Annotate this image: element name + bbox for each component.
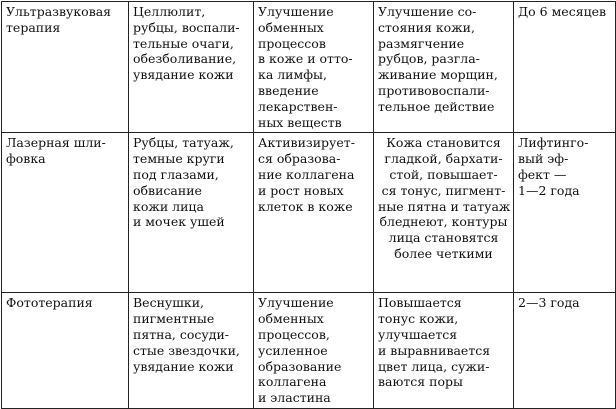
cell-text-line: Улучшение со-: [378, 4, 477, 19]
result-cell: [374, 2, 514, 133]
cell-text-line: гладкой, бархати-: [384, 151, 503, 167]
cell-text-line: усиленное: [258, 342, 328, 358]
cell-text-line: обменных: [258, 311, 324, 327]
cell-text-line: кожи лица: [133, 198, 204, 214]
procedure-cell: [2, 293, 129, 409]
cell-text-line: Улучшение: [258, 4, 334, 19]
cell-text-line: ваются поры: [378, 374, 463, 390]
mechanism-cell: [254, 2, 374, 133]
cell-text-line: тельное действие: [378, 98, 495, 114]
cell-text-line: увядание кожи: [133, 67, 234, 83]
cell-text-line: До 6 месяцев: [518, 4, 607, 19]
cell-text-line: ся образова-: [258, 151, 341, 167]
cell-text-line: Активизирует-: [258, 135, 355, 151]
treatment-table: [1, 1, 616, 409]
cell-text-line: и выравнивается: [378, 342, 491, 358]
cell-text-line: Кожа становится: [386, 135, 501, 151]
cell-text-line: Лазерная шли-: [6, 135, 106, 151]
mechanism-cell: [254, 133, 374, 293]
indications-cell: [129, 293, 254, 409]
cell-text-line: Веснушки,: [133, 295, 205, 311]
cell-text-line: тельные очаги,: [133, 35, 234, 51]
cell-text-line: образование: [258, 358, 342, 374]
cell-text-line: размягчение: [378, 35, 465, 51]
cell-text-line: под глазами,: [133, 166, 219, 182]
cell-text-line: пятна, сосуди-: [133, 326, 229, 342]
cell-text-line: ся тонус, пигмент-: [381, 182, 506, 198]
cell-text-line: клеток в коже: [258, 198, 353, 214]
cell-text-line: обвисание: [133, 182, 202, 198]
procedure-cell: [2, 2, 129, 133]
cell-text-line: ка лимфы,: [258, 67, 327, 83]
cell-text-line: введение: [258, 82, 319, 98]
cell-text-line: терапия: [6, 19, 61, 35]
cell-text-line: коллагена: [258, 374, 327, 390]
cell-text-line: Целлюлит,: [133, 4, 206, 19]
cell-text-line: фовка: [6, 151, 46, 167]
cell-text-line: более четкими: [394, 245, 493, 261]
cell-text-line: Ультразвуковая: [6, 4, 112, 19]
cell-text-line: цвет лица, сужи-: [378, 358, 490, 374]
cell-text-line: Улучшение: [258, 295, 334, 311]
cell-text-line: вый эф-: [518, 151, 569, 167]
indications-cell: [129, 133, 254, 293]
duration-cell: [514, 133, 616, 293]
cell-text-line: ние коллагена: [258, 166, 355, 182]
table-body: [2, 2, 616, 409]
cell-text-line: рубцы, воспали-: [133, 19, 240, 35]
cell-text-line: ных веществ: [258, 114, 342, 130]
cell-text-line: стой, повышает-: [389, 166, 498, 182]
cell-text-line: лица становятся: [388, 230, 499, 246]
cell-text-line: 2—3 года: [518, 295, 580, 311]
cell-text-line: противовоспали-: [378, 82, 490, 98]
cell-text-line: стояния кожи,: [378, 19, 475, 35]
table-row: [2, 2, 616, 133]
cell-text-line: обменных: [258, 19, 324, 35]
cell-text-line: процессов: [258, 35, 326, 51]
cell-text-line: улучшается: [378, 326, 458, 342]
cell-text-line: Рубцы, татуаж,: [133, 135, 234, 151]
table-row: [2, 133, 616, 293]
cell-text-line: темные круги: [133, 151, 225, 167]
cell-text-line: живание морщин,: [378, 67, 498, 83]
procedure-cell: [2, 133, 129, 293]
cell-text-line: Повышается: [378, 295, 462, 311]
cell-text-line: увядание кожи: [133, 358, 234, 374]
cell-text-line: стые звездочки,: [133, 342, 240, 358]
result-cell: [374, 293, 514, 409]
cell-text-line: и мочек ушей: [133, 214, 225, 230]
cell-text-line: рубцов, разгла-: [378, 51, 480, 67]
cell-text-line: фект —: [518, 166, 567, 182]
cell-text-line: 1—2 года: [518, 182, 580, 198]
cell-text-line: и рост новых: [258, 182, 344, 198]
cell-text-line: Фототерапия: [6, 295, 93, 311]
cell-text-line: обезболивание,: [133, 51, 237, 67]
duration-cell: [514, 293, 616, 409]
duration-cell: [514, 2, 616, 133]
cell-text-line: процессов,: [258, 326, 330, 342]
cell-text-line: Лифтинго-: [518, 135, 589, 151]
cell-text-line: лекарствен-: [258, 98, 338, 114]
indications-cell: [129, 2, 254, 133]
mechanism-cell: [254, 293, 374, 409]
cell-text-line: пигментные: [133, 311, 215, 327]
cell-text-line: бледнеют, контуры: [379, 214, 508, 230]
result-cell: [374, 133, 514, 293]
table-row: [2, 293, 616, 409]
cell-text-line: тонус кожи,: [378, 311, 459, 327]
cell-text-line: и эластина: [258, 390, 331, 406]
cell-text-line: ные пятна и татуаж: [378, 198, 511, 214]
cell-text-line: в коже и отто-: [258, 51, 353, 67]
